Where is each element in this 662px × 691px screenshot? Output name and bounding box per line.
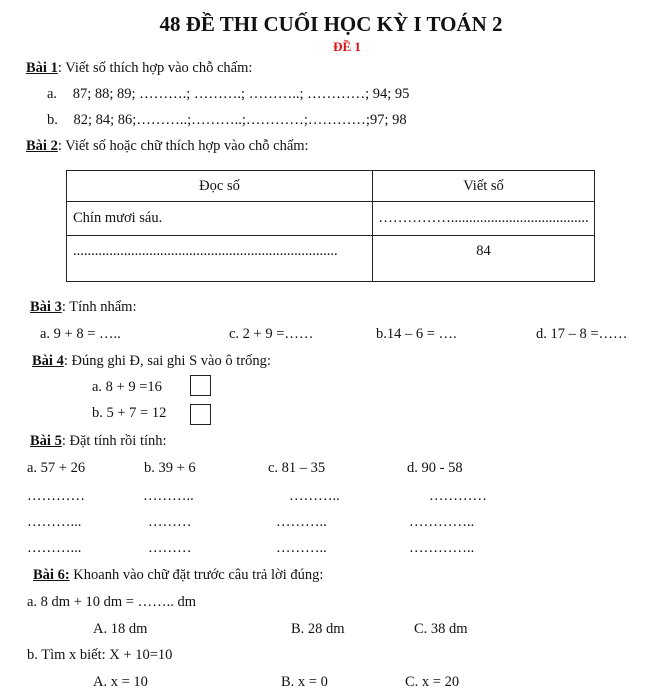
table-cell-read: ......................................................................... xyxy=(67,236,373,282)
bai4-item-b: b. 5 + 7 = 12 xyxy=(92,405,167,421)
work-dots: ………….. xyxy=(409,540,475,556)
bai5-item: a. 57 + 26 xyxy=(27,460,86,476)
bai6-heading xyxy=(33,567,323,584)
bai5-heading xyxy=(30,433,167,450)
bai2-heading xyxy=(26,138,309,155)
answer-option[interactable]: B. 28 dm xyxy=(291,621,345,637)
bai3-label: Bài 3 xyxy=(30,299,62,315)
bai1-item-a xyxy=(47,86,409,103)
answer-option[interactable]: A. x = 10 xyxy=(93,674,148,690)
bai4-item-a: a. 8 + 9 =16 xyxy=(92,379,162,395)
bai3-item: b.14 – 6 = …. xyxy=(376,326,457,342)
answer-option[interactable]: C. x = 20 xyxy=(405,674,460,690)
bai6-label: Bài 6: xyxy=(33,567,70,583)
work-dots: ………….. xyxy=(409,514,475,530)
work-dots: ……….. xyxy=(289,488,340,504)
answer-box[interactable] xyxy=(190,404,211,425)
table-cell-write: 84 xyxy=(373,236,595,282)
work-dots: ………... xyxy=(27,514,82,530)
bai5-item: c. 81 – 35 xyxy=(268,460,326,476)
bai2-label: Bài 2 xyxy=(26,138,58,154)
bai3-item: c. 2 + 9 =…… xyxy=(229,326,314,342)
work-dots: ………… xyxy=(27,488,85,504)
bai3-heading xyxy=(30,299,136,316)
answer-option[interactable]: A. 18 dm xyxy=(93,621,148,637)
bai1-instruction: : Viết số thích hợp vào chỗ chấm: xyxy=(57,60,253,76)
bai3-instruction: : Tính nhẩm: xyxy=(61,299,137,315)
work-dots: ……….. xyxy=(143,488,194,504)
work-dots: ……….. xyxy=(276,514,327,530)
table-row xyxy=(67,236,595,282)
bai4-instruction: : Đúng ghi Đ, sai ghi S vào ô trống: xyxy=(63,353,271,369)
exam-number: ĐỀ 1 xyxy=(333,39,361,54)
bai5-instruction: : Đặt tính rồi tính: xyxy=(61,433,167,449)
bai5-item: b. 39 + 6 xyxy=(144,460,196,476)
bai2-instruction: : Viết số hoặc chữ thích hợp vào chỗ chấm: xyxy=(57,138,309,154)
bai1-item-b-text: 82; 84; 86;………..;………..;…………;…………;97; 98 xyxy=(73,112,407,128)
bai1-label: Bài 1 xyxy=(26,60,58,76)
table-header-row xyxy=(67,171,595,202)
bai1-heading xyxy=(26,60,252,77)
bai4-heading xyxy=(32,353,271,370)
answer-option[interactable]: B. x = 0 xyxy=(281,674,328,690)
answer-option[interactable]: C. 38 dm xyxy=(414,621,468,637)
table-row xyxy=(67,202,595,236)
table-cell-read: Chín mươi sáu. xyxy=(67,202,373,236)
table-header-write: Viết số xyxy=(373,171,595,202)
table-cell-write: ……………...................................... xyxy=(373,202,595,236)
bai1-item-b-letter: b. xyxy=(47,112,58,128)
work-dots: ………... xyxy=(27,540,82,556)
bai6-question-b: b. Tìm x biết: X + 10=10 xyxy=(27,647,173,663)
answer-box[interactable] xyxy=(190,375,211,396)
bai1-item-b xyxy=(47,112,407,129)
bai3-item: a. 9 + 8 = ….. xyxy=(40,326,121,342)
bai6-question-a: a. 8 dm + 10 dm = …….. dm xyxy=(27,594,197,610)
work-dots: ……… xyxy=(148,514,192,530)
bai5-label: Bài 5 xyxy=(30,433,62,449)
bai1-item-a-text: 87; 88; 89; ……….; ……….; ………..; …………; 94; 95 xyxy=(72,86,410,102)
table-header-read: Đọc số xyxy=(67,171,373,202)
bai3-item: d. 17 – 8 =…… xyxy=(536,326,628,342)
number-reading-table xyxy=(66,170,595,282)
bai4-label: Bài 4 xyxy=(32,353,64,369)
bai5-item: d. 90 - 58 xyxy=(407,460,463,476)
bai6-instruction: Khoanh vào chữ đặt trước câu trả lời đúng: xyxy=(69,567,324,583)
page-title: 48 ĐỀ THI CUỐI HỌC KỲ I TOÁN 2 xyxy=(159,12,503,36)
bai1-item-a-letter: a. xyxy=(47,86,58,102)
work-dots: ……….. xyxy=(276,540,327,556)
work-dots: ………… xyxy=(429,488,487,504)
work-dots: ……… xyxy=(148,540,192,556)
